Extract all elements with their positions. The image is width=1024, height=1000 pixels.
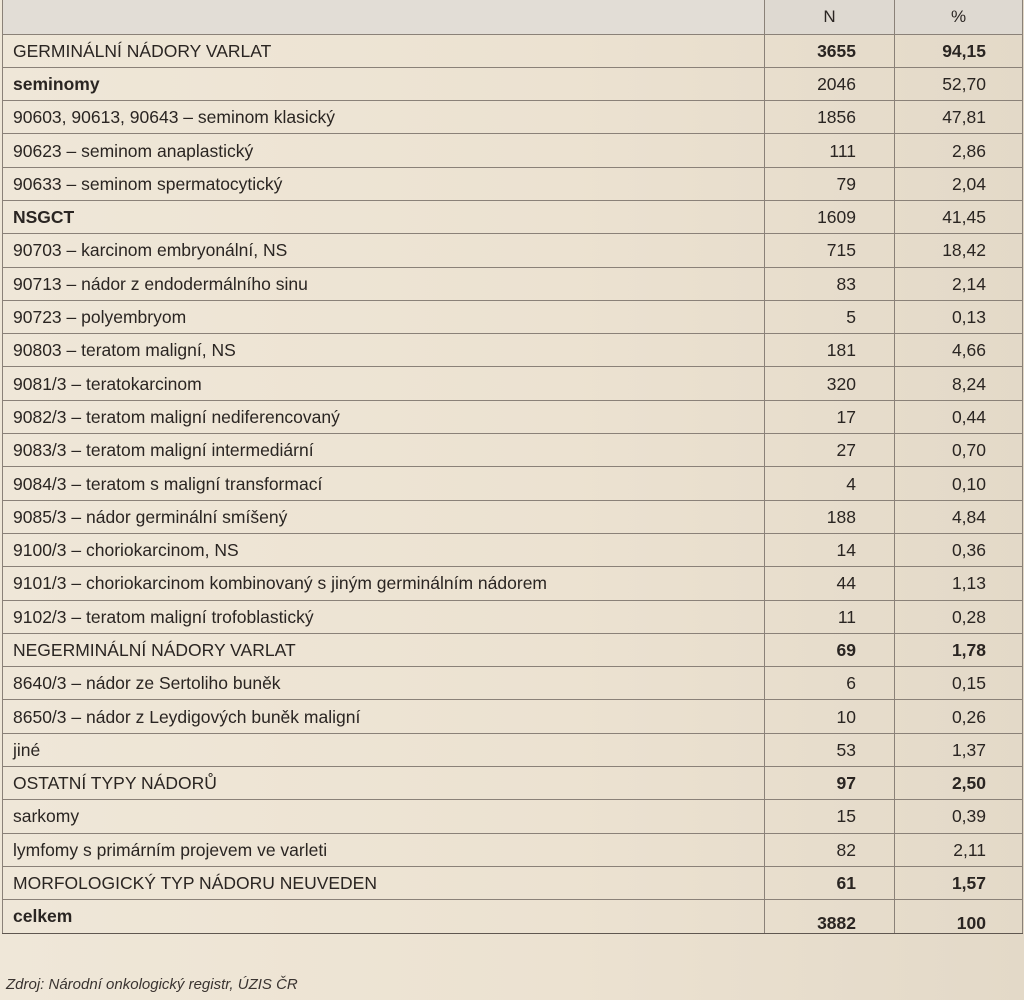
header-n: N [765, 0, 895, 34]
header-percent: % [895, 0, 1023, 34]
table-row [3, 67, 1023, 100]
row-percent: 2,14 [895, 267, 1023, 300]
row-percent: 2,04 [895, 167, 1023, 200]
row-percent: 0,10 [895, 467, 1023, 500]
table-row [3, 300, 1023, 333]
row-label: 90713 – nádor z endodermálního sinu [3, 267, 765, 300]
table-row [3, 34, 1023, 67]
table-row [3, 234, 1023, 267]
row-count: 17 [765, 400, 895, 433]
row-percent: 8,24 [895, 367, 1023, 400]
row-label: 8650/3 – nádor z Leydigových buněk maligní [3, 700, 765, 733]
table-row [3, 700, 1023, 733]
row-label: 90703 – karcinom embryonální, NS [3, 234, 765, 267]
table-row [3, 733, 1023, 766]
row-count: 6 [765, 667, 895, 700]
row-count: 27 [765, 434, 895, 467]
row-label: 90803 – teratom maligní, NS [3, 334, 765, 367]
table-row [3, 567, 1023, 600]
row-label: 9101/3 – choriokarcinom kombinovaný s jiným germinálním nádorem [3, 567, 765, 600]
row-percent: 0,36 [895, 533, 1023, 566]
table-row [3, 200, 1023, 233]
row-label: jiné [3, 733, 765, 766]
table-row [3, 767, 1023, 800]
row-label: 9084/3 – teratom s maligní transformací [3, 467, 765, 500]
table-row [3, 267, 1023, 300]
table-row [3, 434, 1023, 467]
row-count: 1856 [765, 101, 895, 134]
row-percent: 0,70 [895, 434, 1023, 467]
row-label: lymfomy s primárním projevem ve varleti [3, 833, 765, 866]
row-percent: 41,45 [895, 200, 1023, 233]
row-count: 61 [765, 866, 895, 899]
table-row [3, 900, 1023, 933]
row-count: 5 [765, 300, 895, 333]
row-percent: 47,81 [895, 101, 1023, 134]
table-body [3, 34, 1023, 933]
row-label: 8640/3 – nádor ze Sertoliho buněk [3, 667, 765, 700]
row-label: 90603, 90613, 90643 – seminom klasický [3, 101, 765, 134]
table-row [3, 667, 1023, 700]
row-count: 53 [765, 733, 895, 766]
table-row [3, 833, 1023, 866]
row-count: 2046 [765, 67, 895, 100]
row-count: 97 [765, 767, 895, 800]
row-percent: 52,70 [895, 67, 1023, 100]
row-label: sarkomy [3, 800, 765, 833]
row-percent: 2,86 [895, 134, 1023, 167]
row-label: GERMINÁLNÍ NÁDORY VARLAT [3, 34, 765, 67]
row-count: 15 [765, 800, 895, 833]
row-count: 83 [765, 267, 895, 300]
row-percent: 4,84 [895, 500, 1023, 533]
table-row [3, 866, 1023, 899]
row-count: 4 [765, 467, 895, 500]
row-label: 90723 – polyembryom [3, 300, 765, 333]
table-row [3, 334, 1023, 367]
row-percent: 1,37 [895, 733, 1023, 766]
row-count: 11 [765, 600, 895, 633]
row-count: 3655 [765, 34, 895, 67]
row-count: 188 [765, 500, 895, 533]
table-row [3, 467, 1023, 500]
header-label [3, 0, 765, 34]
table-row [3, 633, 1023, 666]
row-count: 79 [765, 167, 895, 200]
row-count: 10 [765, 700, 895, 733]
row-label: seminomy [3, 67, 765, 100]
row-label: celkem [3, 900, 765, 933]
row-percent: 1,57 [895, 866, 1023, 899]
row-count: 3882 [765, 900, 895, 933]
row-label: 9100/3 – choriokarcinom, NS [3, 533, 765, 566]
row-label: 9081/3 – teratokarcinom [3, 367, 765, 400]
table-row [3, 134, 1023, 167]
row-label: NEGERMINÁLNÍ NÁDORY VARLAT [3, 633, 765, 666]
table-row [3, 800, 1023, 833]
row-percent: 0,26 [895, 700, 1023, 733]
row-label: 9082/3 – teratom maligní nediferencovaný [3, 400, 765, 433]
row-percent: 1,78 [895, 633, 1023, 666]
tumor-types-table [2, 0, 1023, 934]
table-row [3, 533, 1023, 566]
row-label: 9085/3 – nádor germinální smíšený [3, 500, 765, 533]
row-label: OSTATNÍ TYPY NÁDORŮ [3, 767, 765, 800]
table-row [3, 101, 1023, 134]
table-row [3, 367, 1023, 400]
table-row [3, 500, 1023, 533]
row-count: 69 [765, 633, 895, 666]
row-count: 181 [765, 334, 895, 367]
row-label: 9083/3 – teratom maligní intermediární [3, 434, 765, 467]
row-percent: 94,15 [895, 34, 1023, 67]
row-percent: 4,66 [895, 334, 1023, 367]
row-percent: 1,13 [895, 567, 1023, 600]
table-row [3, 600, 1023, 633]
row-label: 90633 – seminom spermatocytický [3, 167, 765, 200]
source-note: Zdroj: Národní onkologický registr, ÚZIS ČR [6, 976, 298, 993]
row-count: 44 [765, 567, 895, 600]
row-label: 90623 – seminom anaplastický [3, 134, 765, 167]
row-count: 320 [765, 367, 895, 400]
row-label: NSGCT [3, 200, 765, 233]
row-percent: 0,15 [895, 667, 1023, 700]
row-percent: 0,39 [895, 800, 1023, 833]
row-percent: 2,50 [895, 767, 1023, 800]
row-count: 111 [765, 134, 895, 167]
row-percent: 0,28 [895, 600, 1023, 633]
row-count: 82 [765, 833, 895, 866]
row-percent: 18,42 [895, 234, 1023, 267]
row-label: MORFOLOGICKÝ TYP NÁDORU NEUVEDEN [3, 866, 765, 899]
row-count: 1609 [765, 200, 895, 233]
table-header-row [3, 0, 1023, 34]
row-percent: 0,13 [895, 300, 1023, 333]
row-percent: 0,44 [895, 400, 1023, 433]
row-percent: 2,11 [895, 833, 1023, 866]
row-label: 9102/3 – teratom maligní trofoblastický [3, 600, 765, 633]
table-row [3, 400, 1023, 433]
row-count: 715 [765, 234, 895, 267]
table-row [3, 167, 1023, 200]
row-count: 14 [765, 533, 895, 566]
row-percent: 100 [895, 900, 1023, 933]
